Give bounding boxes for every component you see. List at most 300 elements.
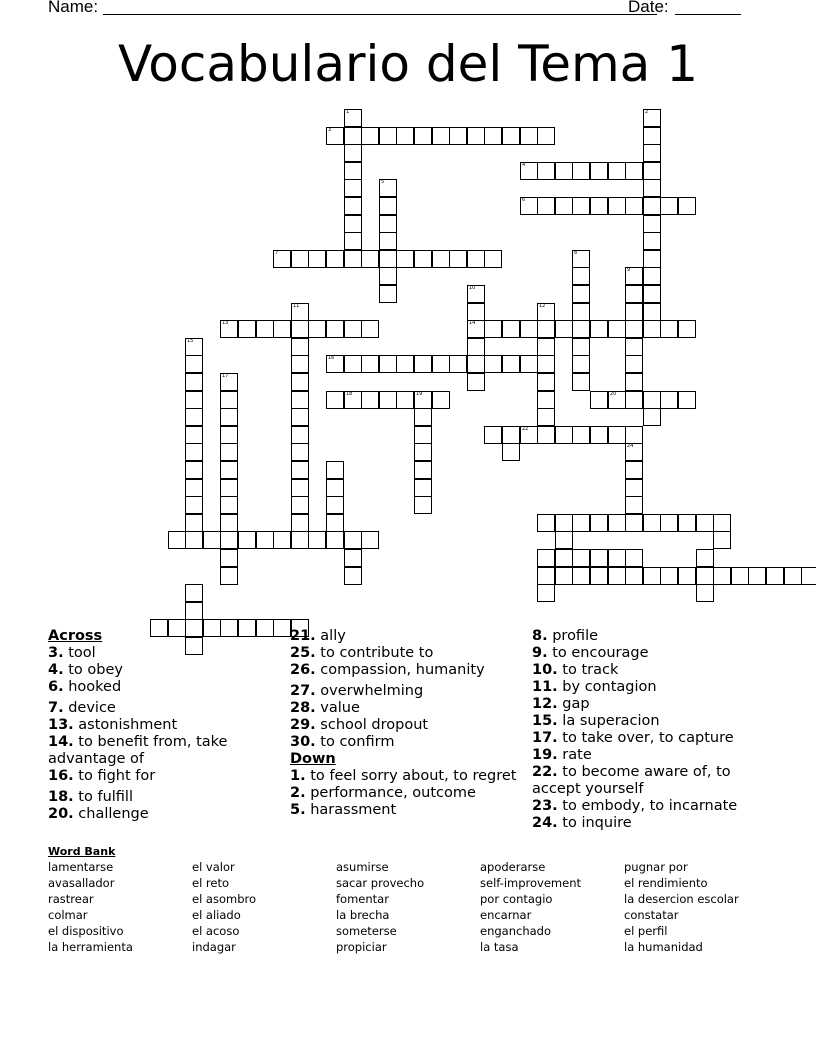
crossword-cell[interactable] xyxy=(326,250,344,268)
crossword-cell[interactable] xyxy=(291,514,309,532)
crossword-cell[interactable] xyxy=(344,179,362,197)
clue-across-13: 13. astonishment xyxy=(48,717,178,733)
crossword-cell[interactable] xyxy=(220,549,238,567)
crossword-cell[interactable] xyxy=(643,232,661,250)
clue-down-5: 5. harassment xyxy=(290,802,397,818)
crossword-cell[interactable] xyxy=(326,514,344,532)
crossword-cell[interactable] xyxy=(555,549,573,567)
word-bank-item: por contagio xyxy=(480,892,553,906)
crossword-cell[interactable] xyxy=(625,197,643,215)
crossword-cell[interactable] xyxy=(467,373,485,391)
crossword-cell[interactable] xyxy=(185,408,203,426)
crossword-cell[interactable] xyxy=(291,461,309,479)
clue-down-22: 22. to become aware of, to accept yourself xyxy=(532,764,731,797)
crossword-cell[interactable] xyxy=(220,373,238,391)
clue-down-24: 24. to inquire xyxy=(532,815,632,831)
crossword-cell[interactable] xyxy=(168,531,186,549)
crossword-cell[interactable] xyxy=(273,320,291,338)
crossword-cell[interactable] xyxy=(660,514,678,532)
crossword-cell[interactable] xyxy=(185,584,203,602)
crossword-cell[interactable] xyxy=(555,531,573,549)
crossword-cell[interactable] xyxy=(273,250,291,268)
crossword-cell[interactable] xyxy=(291,373,309,391)
crossword-cell[interactable] xyxy=(326,461,344,479)
crossword-cell[interactable] xyxy=(396,127,414,145)
crossword-cell[interactable] xyxy=(467,303,485,321)
crossword-cell[interactable] xyxy=(590,567,608,585)
crossword-cell[interactable] xyxy=(256,320,274,338)
word-bank-item: indagar xyxy=(192,940,236,954)
crossword-cell[interactable] xyxy=(432,250,450,268)
crossword-cell[interactable] xyxy=(625,496,643,514)
crossword-cell[interactable] xyxy=(273,531,291,549)
name-label: Name: xyxy=(48,0,99,16)
crossword-cell[interactable] xyxy=(537,549,555,567)
crossword-cell[interactable] xyxy=(344,549,362,567)
crossword-cell[interactable] xyxy=(220,514,238,532)
crossword-cell[interactable] xyxy=(572,320,590,338)
crossword-cell[interactable] xyxy=(396,391,414,409)
crossword-cell[interactable] xyxy=(590,391,608,409)
crossword-cell[interactable] xyxy=(643,197,661,215)
crossword-cell[interactable] xyxy=(238,320,256,338)
crossword-cell[interactable] xyxy=(572,162,590,180)
crossword-cell[interactable] xyxy=(555,514,573,532)
crossword-cell[interactable] xyxy=(185,496,203,514)
crossword-cell[interactable] xyxy=(414,127,432,145)
crossword-cell[interactable] xyxy=(660,567,678,585)
crossword-cell[interactable] xyxy=(555,426,573,444)
crossword-cell[interactable] xyxy=(467,355,485,373)
crossword-cell[interactable] xyxy=(643,215,661,233)
crossword-cell[interactable] xyxy=(625,338,643,356)
crossword-cell[interactable] xyxy=(326,479,344,497)
clue-across-21: 21. ally xyxy=(290,628,346,644)
crossword-cell[interactable] xyxy=(185,461,203,479)
clue-number: 20 xyxy=(610,391,617,397)
crossword-cell[interactable] xyxy=(625,355,643,373)
crossword-cell[interactable] xyxy=(484,127,502,145)
crossword-cell[interactable] xyxy=(537,303,555,321)
crossword-cell[interactable] xyxy=(291,338,309,356)
clue-across-30: 30. to confirm xyxy=(290,734,395,750)
crossword-cell[interactable] xyxy=(185,338,203,356)
crossword-cell[interactable] xyxy=(748,567,766,585)
crossword-cell[interactable] xyxy=(326,355,344,373)
crossword-cell[interactable] xyxy=(291,408,309,426)
crossword-cell[interactable] xyxy=(801,567,816,585)
crossword-cell[interactable] xyxy=(414,461,432,479)
crossword-cell[interactable] xyxy=(520,320,538,338)
crossword-cell[interactable] xyxy=(484,355,502,373)
crossword-cell[interactable] xyxy=(643,109,661,127)
crossword-cell[interactable] xyxy=(414,479,432,497)
crossword-cell[interactable] xyxy=(414,426,432,444)
crossword-cell[interactable] xyxy=(467,320,485,338)
crossword-cell[interactable] xyxy=(344,215,362,233)
crossword-cell[interactable] xyxy=(379,267,397,285)
crossword-cell[interactable] xyxy=(766,567,784,585)
crossword-cell[interactable] xyxy=(361,127,379,145)
crossword-cell[interactable] xyxy=(344,531,362,549)
crossword-cell[interactable] xyxy=(326,531,344,549)
crossword-cell[interactable] xyxy=(291,531,309,549)
crossword-cell[interactable] xyxy=(625,373,643,391)
crossword-cell[interactable] xyxy=(590,320,608,338)
clue-column-1 xyxy=(48,628,288,823)
crossword-cell[interactable] xyxy=(643,303,661,321)
crossword-cell[interactable] xyxy=(572,197,590,215)
crossword-cell[interactable] xyxy=(344,391,362,409)
crossword-cell[interactable] xyxy=(185,373,203,391)
clue-number: 1 xyxy=(346,109,350,115)
crossword-cell[interactable] xyxy=(344,355,362,373)
crossword-cell[interactable] xyxy=(520,426,538,444)
crossword-cell[interactable] xyxy=(203,531,221,549)
crossword-cell[interactable] xyxy=(625,443,643,461)
crossword-cell[interactable] xyxy=(713,567,731,585)
crossword-cell[interactable] xyxy=(291,250,309,268)
crossword-cell[interactable] xyxy=(361,320,379,338)
clue-across-7: 7. device xyxy=(48,700,116,716)
crossword-cell[interactable] xyxy=(379,285,397,303)
crossword-cell[interactable] xyxy=(220,567,238,585)
crossword-cell[interactable] xyxy=(308,531,326,549)
crossword-cell[interactable] xyxy=(291,355,309,373)
crossword-cell[interactable] xyxy=(625,549,643,567)
word-bank-item: el dispositivo xyxy=(48,924,124,938)
clue-number: 4 xyxy=(522,162,526,168)
crossword-cell[interactable] xyxy=(502,127,520,145)
crossword-cell[interactable] xyxy=(502,426,520,444)
word-bank-item: el reto xyxy=(192,876,230,890)
crossword-cell[interactable] xyxy=(484,426,502,444)
crossword-cell[interactable] xyxy=(238,531,256,549)
crossword-cell[interactable] xyxy=(185,426,203,444)
crossword-cell[interactable] xyxy=(784,567,802,585)
crossword-cell[interactable] xyxy=(537,197,555,215)
crossword-cell[interactable] xyxy=(537,408,555,426)
word-bank-item: el asombro xyxy=(192,892,257,906)
crossword-cell[interactable] xyxy=(379,391,397,409)
word-bank-item: rastrear xyxy=(48,892,94,906)
crossword-cell[interactable] xyxy=(696,549,714,567)
crossword-cell[interactable] xyxy=(308,320,326,338)
crossword-cell[interactable] xyxy=(590,162,608,180)
crossword-cell[interactable] xyxy=(467,338,485,356)
crossword-cell[interactable] xyxy=(696,514,714,532)
crossword-cell[interactable] xyxy=(414,250,432,268)
crossword-cell[interactable] xyxy=(643,285,661,303)
crossword-cell[interactable] xyxy=(326,391,344,409)
crossword-cell[interactable] xyxy=(625,391,643,409)
clue-number: 19 xyxy=(416,391,423,397)
crossword-cell[interactable] xyxy=(220,531,238,549)
crossword-cell[interactable] xyxy=(643,179,661,197)
word-bank-item: apoderarse xyxy=(480,860,546,874)
clue-number: 15 xyxy=(187,338,194,344)
crossword-cell[interactable] xyxy=(326,496,344,514)
crossword-cell[interactable] xyxy=(396,250,414,268)
crossword-cell[interactable] xyxy=(361,250,379,268)
crossword-cell[interactable] xyxy=(572,426,590,444)
crossword-cell[interactable] xyxy=(379,197,397,215)
crossword-cell[interactable] xyxy=(361,391,379,409)
crossword-cell[interactable] xyxy=(502,443,520,461)
clue-number: 18 xyxy=(346,391,353,397)
crossword-cell[interactable] xyxy=(608,320,626,338)
crossword-cell[interactable] xyxy=(291,303,309,321)
crossword-cell[interactable] xyxy=(572,373,590,391)
crossword-cell[interactable] xyxy=(537,426,555,444)
crossword-cell[interactable] xyxy=(379,250,397,268)
clue-across-27: 27. overwhelming xyxy=(290,683,424,699)
crossword-cell[interactable] xyxy=(678,197,696,215)
crossword-cell[interactable] xyxy=(537,567,555,585)
crossword-cell[interactable] xyxy=(678,514,696,532)
crossword-cell[interactable] xyxy=(414,408,432,426)
crossword-cell[interactable] xyxy=(608,426,626,444)
clue-across-28: 28. value xyxy=(290,700,360,716)
crossword-cell[interactable] xyxy=(537,162,555,180)
crossword-cell[interactable] xyxy=(572,250,590,268)
crossword-cell[interactable] xyxy=(414,391,432,409)
crossword-cell[interactable] xyxy=(291,320,309,338)
crossword-cell[interactable] xyxy=(379,355,397,373)
crossword-cell[interactable] xyxy=(379,215,397,233)
crossword-cell[interactable] xyxy=(608,549,626,567)
word-bank-title: Word Bank xyxy=(48,845,116,858)
crossword-cell[interactable] xyxy=(572,338,590,356)
crossword-cell[interactable] xyxy=(467,285,485,303)
crossword-cell[interactable] xyxy=(625,285,643,303)
crossword-cell[interactable] xyxy=(414,443,432,461)
crossword-cell[interactable] xyxy=(625,426,643,444)
crossword-cell[interactable] xyxy=(520,355,538,373)
crossword-cell[interactable] xyxy=(643,144,661,162)
crossword-cell[interactable] xyxy=(379,179,397,197)
crossword-cell[interactable] xyxy=(572,355,590,373)
crossword-cell[interactable] xyxy=(660,320,678,338)
crossword-cell[interactable] xyxy=(220,320,238,338)
crossword-cell[interactable] xyxy=(520,127,538,145)
crossword-cell[interactable] xyxy=(467,127,485,145)
crossword-cell[interactable] xyxy=(502,320,520,338)
crossword-cell[interactable] xyxy=(625,162,643,180)
crossword-cell[interactable] xyxy=(220,408,238,426)
crossword-cell[interactable] xyxy=(572,285,590,303)
crossword-cell[interactable] xyxy=(361,355,379,373)
clue-number: 6 xyxy=(522,197,526,203)
crossword-cell[interactable] xyxy=(590,549,608,567)
crossword-cell[interactable] xyxy=(291,391,309,409)
clue-number: 13 xyxy=(222,320,229,326)
crossword-cell[interactable] xyxy=(220,479,238,497)
crossword-cell[interactable] xyxy=(608,197,626,215)
crossword-cell[interactable] xyxy=(713,531,731,549)
crossword-cell[interactable] xyxy=(344,162,362,180)
clue-across-29: 29. school dropout xyxy=(290,717,429,733)
crossword-cell[interactable] xyxy=(449,127,467,145)
crossword-cell[interactable] xyxy=(625,267,643,285)
crossword-cell[interactable] xyxy=(344,144,362,162)
crossword-cell[interactable] xyxy=(291,479,309,497)
crossword-cell[interactable] xyxy=(291,496,309,514)
crossword-cell[interactable] xyxy=(361,531,379,549)
clue-down-2: 2. performance, outcome xyxy=(290,785,476,801)
crossword-cell[interactable] xyxy=(432,391,450,409)
crossword-cell[interactable] xyxy=(185,602,203,620)
clue-number: 14 xyxy=(469,320,476,326)
crossword-cell[interactable] xyxy=(555,320,573,338)
crossword-cell[interactable] xyxy=(572,549,590,567)
crossword-cell[interactable] xyxy=(344,127,362,145)
crossword-cell[interactable] xyxy=(537,355,555,373)
crossword-cell[interactable] xyxy=(643,127,661,145)
crossword-cell[interactable] xyxy=(696,584,714,602)
crossword-cell[interactable] xyxy=(572,267,590,285)
word-bank-item: sacar provecho xyxy=(336,876,425,890)
down-heading: Down xyxy=(290,751,336,767)
crossword-cell[interactable] xyxy=(660,391,678,409)
crossword-cell[interactable] xyxy=(643,250,661,268)
crossword-cell[interactable] xyxy=(625,461,643,479)
crossword-cell[interactable] xyxy=(625,514,643,532)
crossword-cell[interactable] xyxy=(625,320,643,338)
word-bank-item: pugnar por xyxy=(624,860,688,874)
crossword-cell[interactable] xyxy=(449,250,467,268)
crossword-cell[interactable] xyxy=(220,391,238,409)
crossword-cell[interactable] xyxy=(414,355,432,373)
header xyxy=(48,0,748,19)
crossword-cell[interactable] xyxy=(660,197,678,215)
clue-number: 3 xyxy=(328,127,332,133)
crossword-cell[interactable] xyxy=(608,391,626,409)
crossword-cell[interactable] xyxy=(590,426,608,444)
word-bank-item: la herramienta xyxy=(48,940,133,954)
crossword-cell[interactable] xyxy=(344,320,362,338)
crossword-cell[interactable] xyxy=(432,127,450,145)
clue-number: 24 xyxy=(627,443,634,449)
crossword-cell[interactable] xyxy=(537,584,555,602)
crossword-cell[interactable] xyxy=(731,567,749,585)
crossword-cell[interactable] xyxy=(449,355,467,373)
word-bank-item: colmar xyxy=(48,908,88,922)
crossword-cell[interactable] xyxy=(185,531,203,549)
crossword-cell[interactable] xyxy=(291,426,309,444)
clue-down-10: 10. to track xyxy=(532,662,619,678)
crossword-cell[interactable] xyxy=(432,355,450,373)
crossword-cell[interactable] xyxy=(555,162,573,180)
crossword-cell[interactable] xyxy=(502,355,520,373)
crossword-cell[interactable] xyxy=(537,320,555,338)
word-bank-item: el acoso xyxy=(192,924,240,938)
crossword-cell[interactable] xyxy=(572,303,590,321)
crossword-cell[interactable] xyxy=(678,567,696,585)
crossword-cell[interactable] xyxy=(308,250,326,268)
crossword-cell[interactable] xyxy=(643,567,661,585)
crossword-cell[interactable] xyxy=(344,250,362,268)
crossword-cell[interactable] xyxy=(537,338,555,356)
crossword-cell[interactable] xyxy=(625,567,643,585)
crossword-cell[interactable] xyxy=(537,514,555,532)
crossword-cell[interactable] xyxy=(608,567,626,585)
word-bank-item: enganchado xyxy=(480,924,551,938)
crossword-cell[interactable] xyxy=(625,303,643,321)
crossword-cell[interactable] xyxy=(467,250,485,268)
clue-number: 11 xyxy=(293,303,300,309)
crossword-cell[interactable] xyxy=(555,197,573,215)
crossword-cell[interactable] xyxy=(590,514,608,532)
word-bank xyxy=(48,845,768,955)
crossword-cell[interactable] xyxy=(572,514,590,532)
crossword-cell[interactable] xyxy=(185,514,203,532)
crossword-cell[interactable] xyxy=(185,443,203,461)
crossword-cell[interactable] xyxy=(185,391,203,409)
crossword-cell[interactable] xyxy=(220,496,238,514)
crossword-cell[interactable] xyxy=(555,567,573,585)
crossword-cell[interactable] xyxy=(696,567,714,585)
clue-down-19: 19. rate xyxy=(532,747,592,763)
crossword-cell[interactable] xyxy=(185,355,203,373)
crossword-cell[interactable] xyxy=(713,514,731,532)
crossword-cell[interactable] xyxy=(379,232,397,250)
crossword-cell[interactable] xyxy=(326,127,344,145)
clue-across-6: 6. hooked xyxy=(48,679,122,695)
crossword-cell[interactable] xyxy=(220,461,238,479)
crossword-cell[interactable] xyxy=(643,162,661,180)
crossword-cell[interactable] xyxy=(326,320,344,338)
crossword-cell[interactable] xyxy=(520,197,538,215)
date-line[interactable] xyxy=(675,14,741,15)
crossword-cell[interactable] xyxy=(484,320,502,338)
crossword-cell[interactable] xyxy=(220,426,238,444)
crossword-cell[interactable] xyxy=(344,109,362,127)
crossword-cell[interactable] xyxy=(643,514,661,532)
crossword-cell[interactable] xyxy=(537,127,555,145)
crossword-cell[interactable] xyxy=(484,250,502,268)
crossword-cell[interactable] xyxy=(291,443,309,461)
crossword-cell[interactable] xyxy=(396,355,414,373)
crossword-cell[interactable] xyxy=(344,197,362,215)
crossword-cell[interactable] xyxy=(643,408,661,426)
crossword-cell[interactable] xyxy=(414,496,432,514)
crossword-cell[interactable] xyxy=(344,567,362,585)
crossword-cell[interactable] xyxy=(344,232,362,250)
crossword-cell[interactable] xyxy=(608,162,626,180)
name-line[interactable] xyxy=(103,14,657,15)
crossword-cell[interactable] xyxy=(608,514,626,532)
crossword-cell[interactable] xyxy=(590,197,608,215)
crossword-cell[interactable] xyxy=(220,443,238,461)
crossword-cell[interactable] xyxy=(643,391,661,409)
clue-number: 16 xyxy=(328,355,335,361)
crossword-cell[interactable] xyxy=(256,531,274,549)
date-label: Date: xyxy=(628,0,669,16)
crossword-cell[interactable] xyxy=(572,567,590,585)
crossword-cell[interactable] xyxy=(678,391,696,409)
crossword-cell[interactable] xyxy=(537,391,555,409)
crossword-cell[interactable] xyxy=(379,127,397,145)
crossword-cell[interactable] xyxy=(537,373,555,391)
crossword-cell[interactable] xyxy=(625,479,643,497)
crossword-cell[interactable] xyxy=(678,320,696,338)
crossword-cell[interactable] xyxy=(520,162,538,180)
word-bank-item: el perfil xyxy=(624,924,668,938)
crossword-cell[interactable] xyxy=(185,479,203,497)
crossword-cell[interactable] xyxy=(643,320,661,338)
crossword-cell[interactable] xyxy=(643,267,661,285)
